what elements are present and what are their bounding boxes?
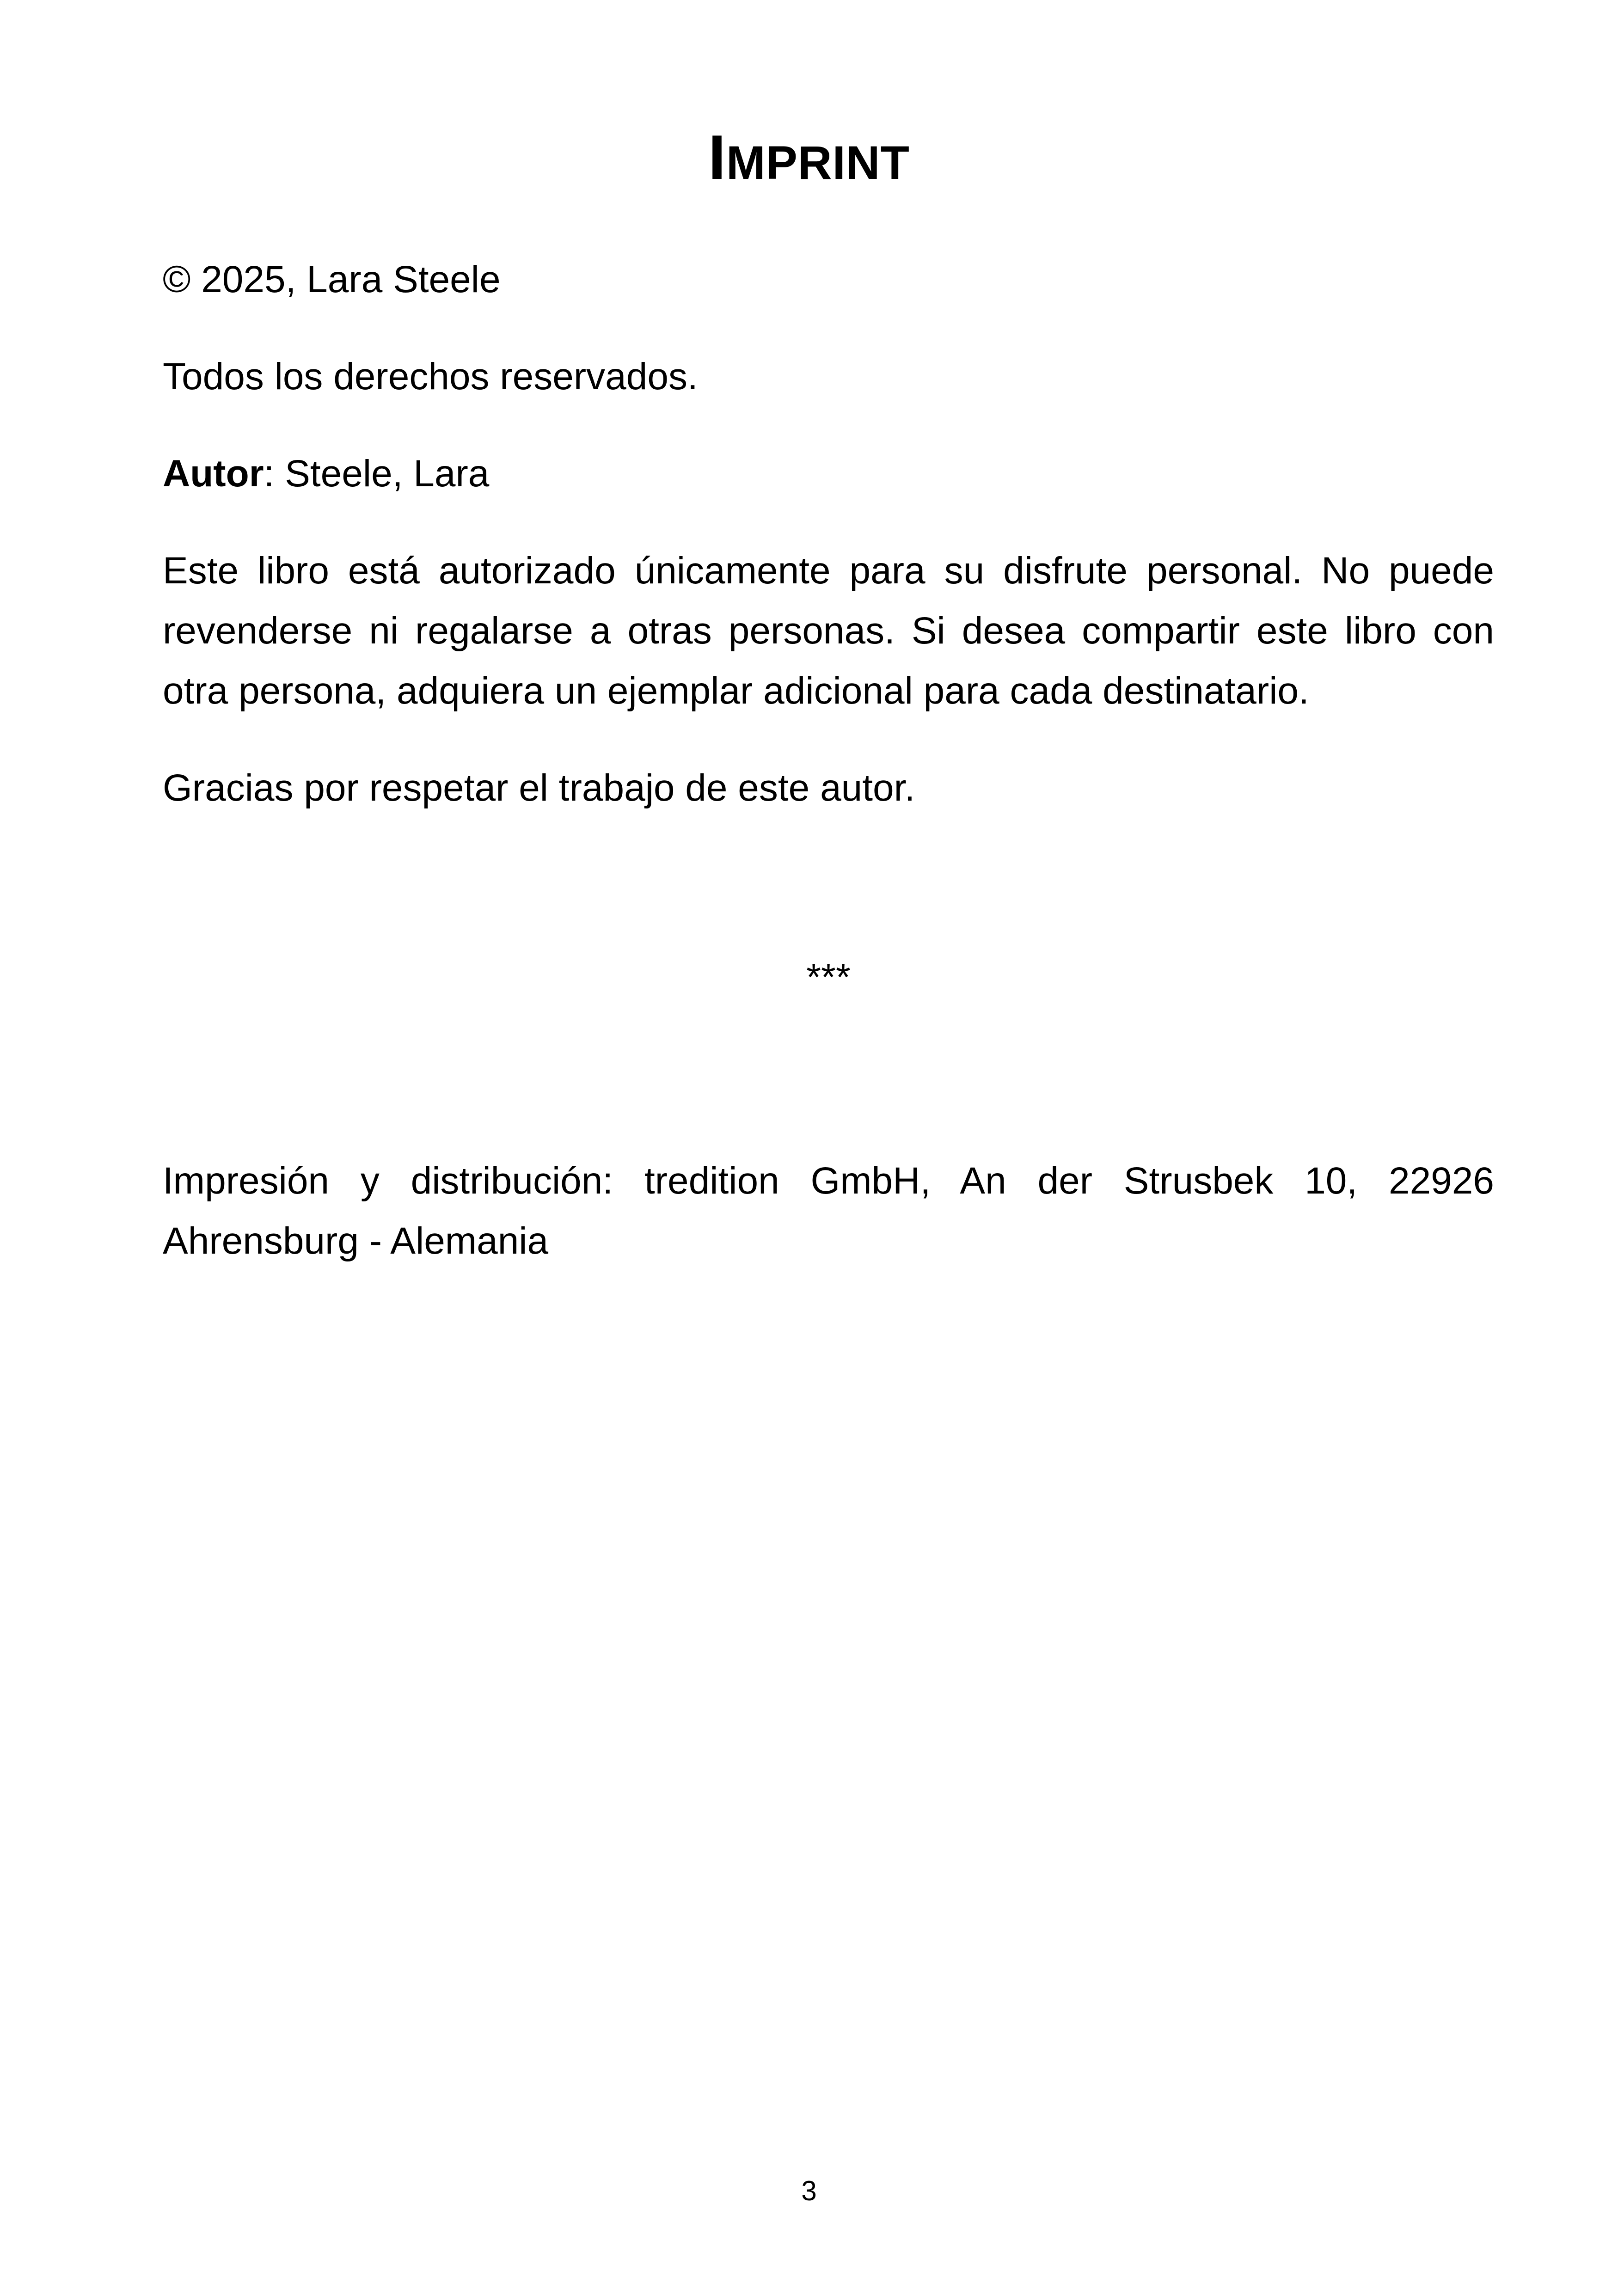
thanks-line: Gracias por respetar el trabajo de este autor.	[163, 767, 915, 809]
rights-line: Todos los derechos reservados.	[163, 355, 698, 398]
author-line	[163, 444, 1494, 504]
printing-line-2: Ahrensburg - Alemania	[163, 1220, 549, 1262]
printing-line-1: Impresión y distribución: tredition GmbH, An der Strusbek 10, 22926	[163, 1160, 1494, 1202]
page-number: 3	[801, 2175, 817, 2206]
license-paragraph: Este libro está autorizado únicamente para su disfrute personal. No puede revenderse ni regalarse a otras personas. Si desea compartir este libro con otra persona, adquiera un ejemplar adicional para cada destinatario.	[163, 550, 1494, 712]
page-title-rest: MPRINT	[726, 136, 910, 189]
copyright-line: © 2025, Lara Steele	[163, 258, 501, 300]
section-separator: ***	[806, 956, 851, 998]
author-label: Autor	[163, 453, 264, 495]
author-value: : Steele, Lara	[264, 453, 490, 495]
page-title	[0, 118, 1618, 202]
page-title-initial: I	[708, 122, 726, 192]
